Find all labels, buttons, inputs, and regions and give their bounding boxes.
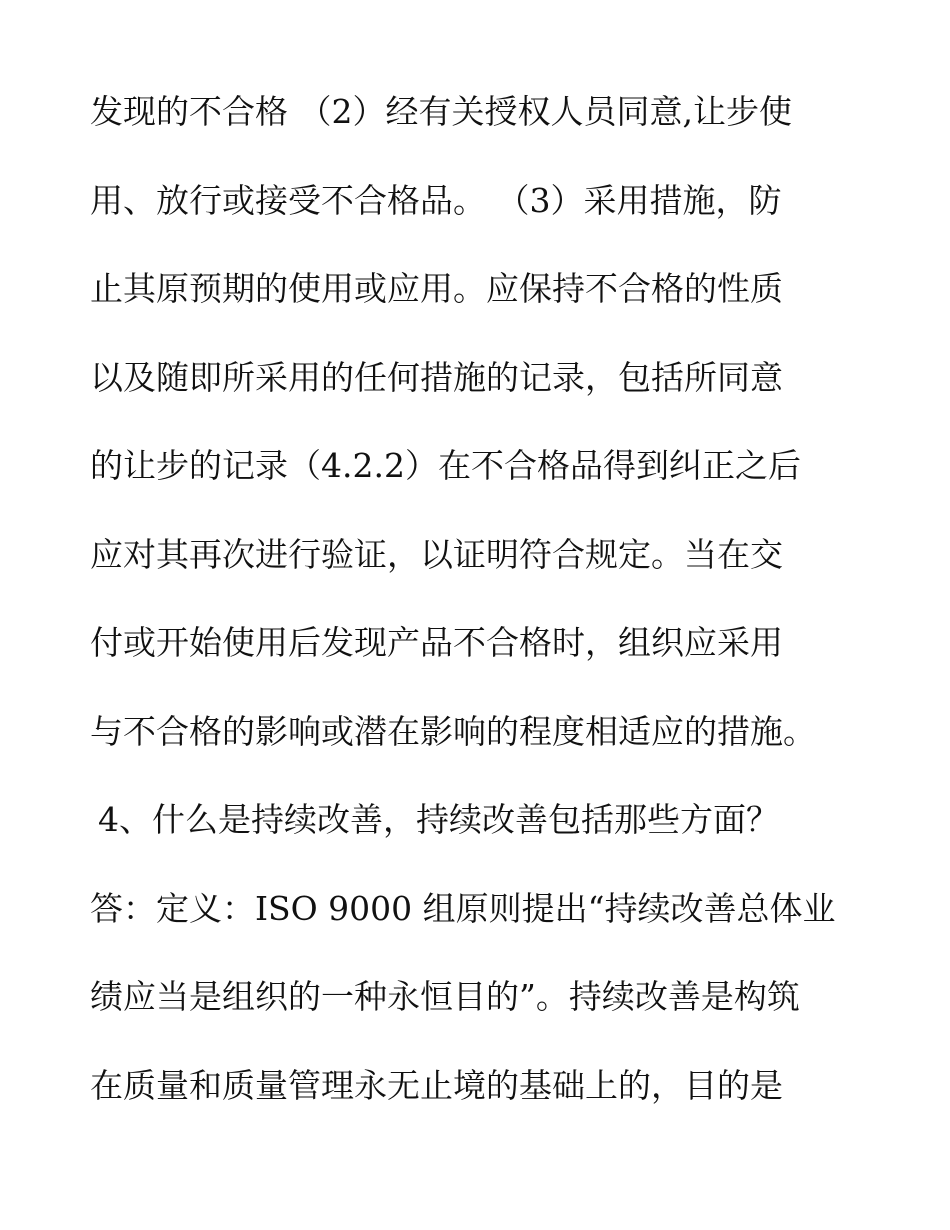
- question-heading: 4、什么是持续改善，持续改善包括那些方面？: [98, 800, 779, 839]
- body-text: [90, 84, 870, 1146]
- text-line: 与不合格的影响或潜在影响的程度相适应的措施。: [90, 711, 816, 751]
- text-line: 在质量和质量管理永无止境的基础上的，目的是: [90, 1065, 783, 1105]
- text-line: 答：定义：ISO 9000 组原则提出“持续改善总体业: [90, 888, 836, 928]
- text-line: 的让步的记录（4.2.2）在不合格品得到纠正之后: [90, 446, 801, 485]
- text-line: 应对其再次进行验证，以证明符合规定。当在交: [90, 534, 783, 574]
- text-line: 绩应当是组织的一种永恒目的”。持续改善是构筑: [90, 977, 800, 1016]
- text-line: 付或开始使用后发现产品不合格时，组织应采用: [90, 623, 783, 662]
- text-line: 以及随即所采用的任何措施的记录，包括所同意: [90, 357, 783, 397]
- text-line: 用、放行或接受不合格品。 （3）采用措施，防: [90, 180, 782, 220]
- text-line: 发现的不合格 （2）经有关授权人员同意,让步使: [90, 92, 792, 131]
- text-line: 止其原预期的使用或应用。应保持不合格的性质: [90, 269, 783, 308]
